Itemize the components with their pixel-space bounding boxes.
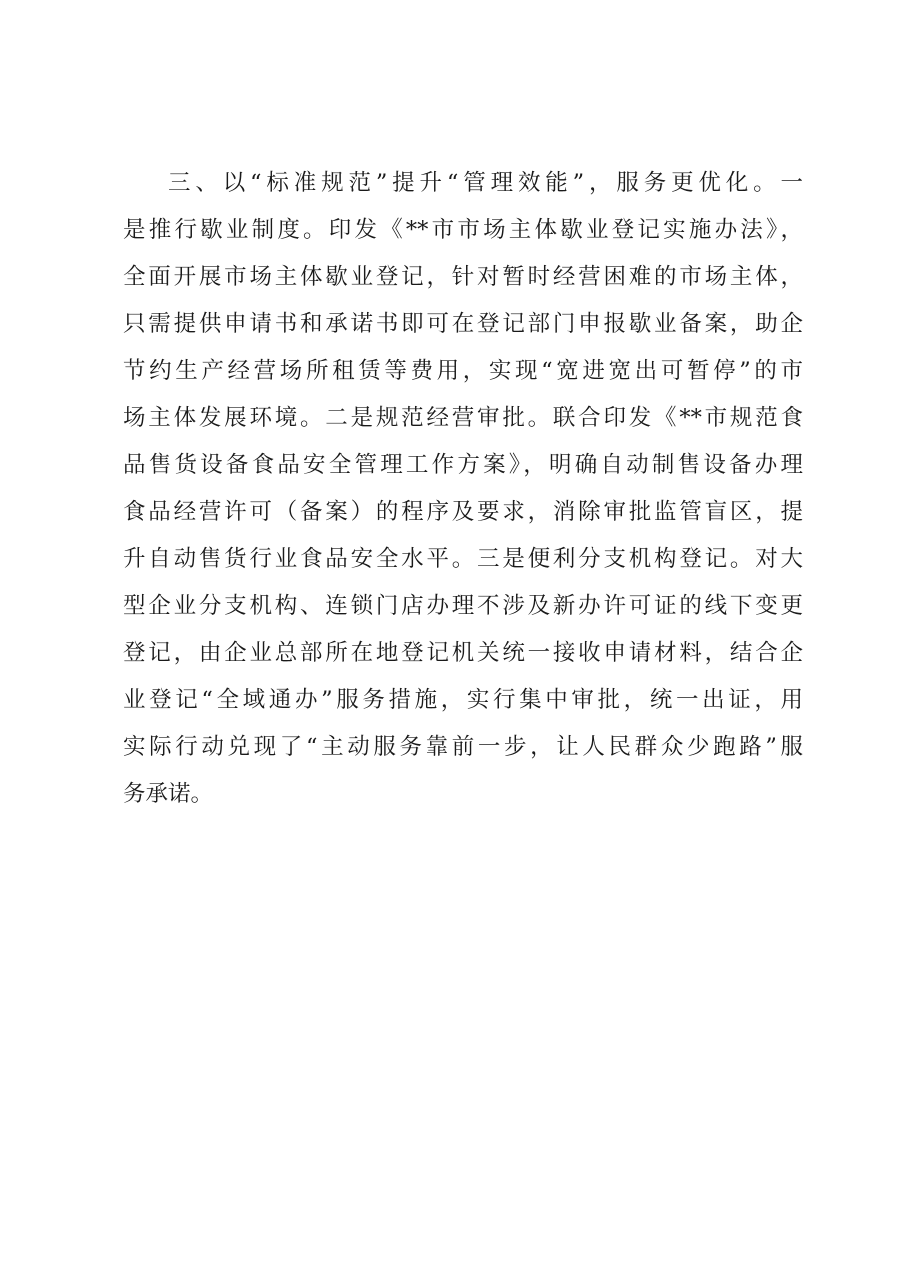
paragraph-line: 型企业分支机构、连锁门店办理不涉及新办许可证的线下变更 bbox=[123, 593, 803, 619]
paragraph-line: 三、以“标准规范”提升“管理效能”，服务更优化。一 bbox=[168, 170, 803, 196]
paragraph-line: 务承诺。 bbox=[123, 781, 214, 807]
paragraph-line: 品售货设备食品安全管理工作方案》，明确自动制售设备办理 bbox=[123, 452, 803, 478]
paragraph-line: 登记，由企业总部所在地登记机关统一接收申请材料，结合企 bbox=[123, 640, 803, 666]
paragraph-line: 食品经营许可（备案）的程序及要求，消除审批监管盲区，提 bbox=[123, 499, 803, 525]
paragraph-line: 实际行动兑现了“主动服务靠前一步，让人民群众少跑路”服 bbox=[123, 734, 803, 760]
paragraph-line: 业登记“全域通办”服务措施，实行集中审批，统一出证，用 bbox=[123, 687, 803, 713]
paragraph-line: 全面开展市场主体歇业登记，针对暂时经营困难的市场主体， bbox=[123, 264, 803, 290]
paragraph-line: 升自动售货行业食品安全水平。三是便利分支机构登记。对大 bbox=[123, 546, 803, 572]
body-paragraph bbox=[123, 160, 803, 818]
paragraph-line: 场主体发展环境。二是规范经营审批。联合印发《**市规范食 bbox=[123, 405, 803, 431]
paragraph-line: 节约生产经营场所租赁等费用，实现“宽进宽出可暂停”的市 bbox=[123, 358, 803, 384]
paragraph-line: 是推行歇业制度。印发《**市市场主体歇业登记实施办法》， bbox=[123, 217, 803, 243]
paragraph-line: 只需提供申请书和承诺书即可在登记部门申报歇业备案，助企 bbox=[123, 311, 803, 337]
